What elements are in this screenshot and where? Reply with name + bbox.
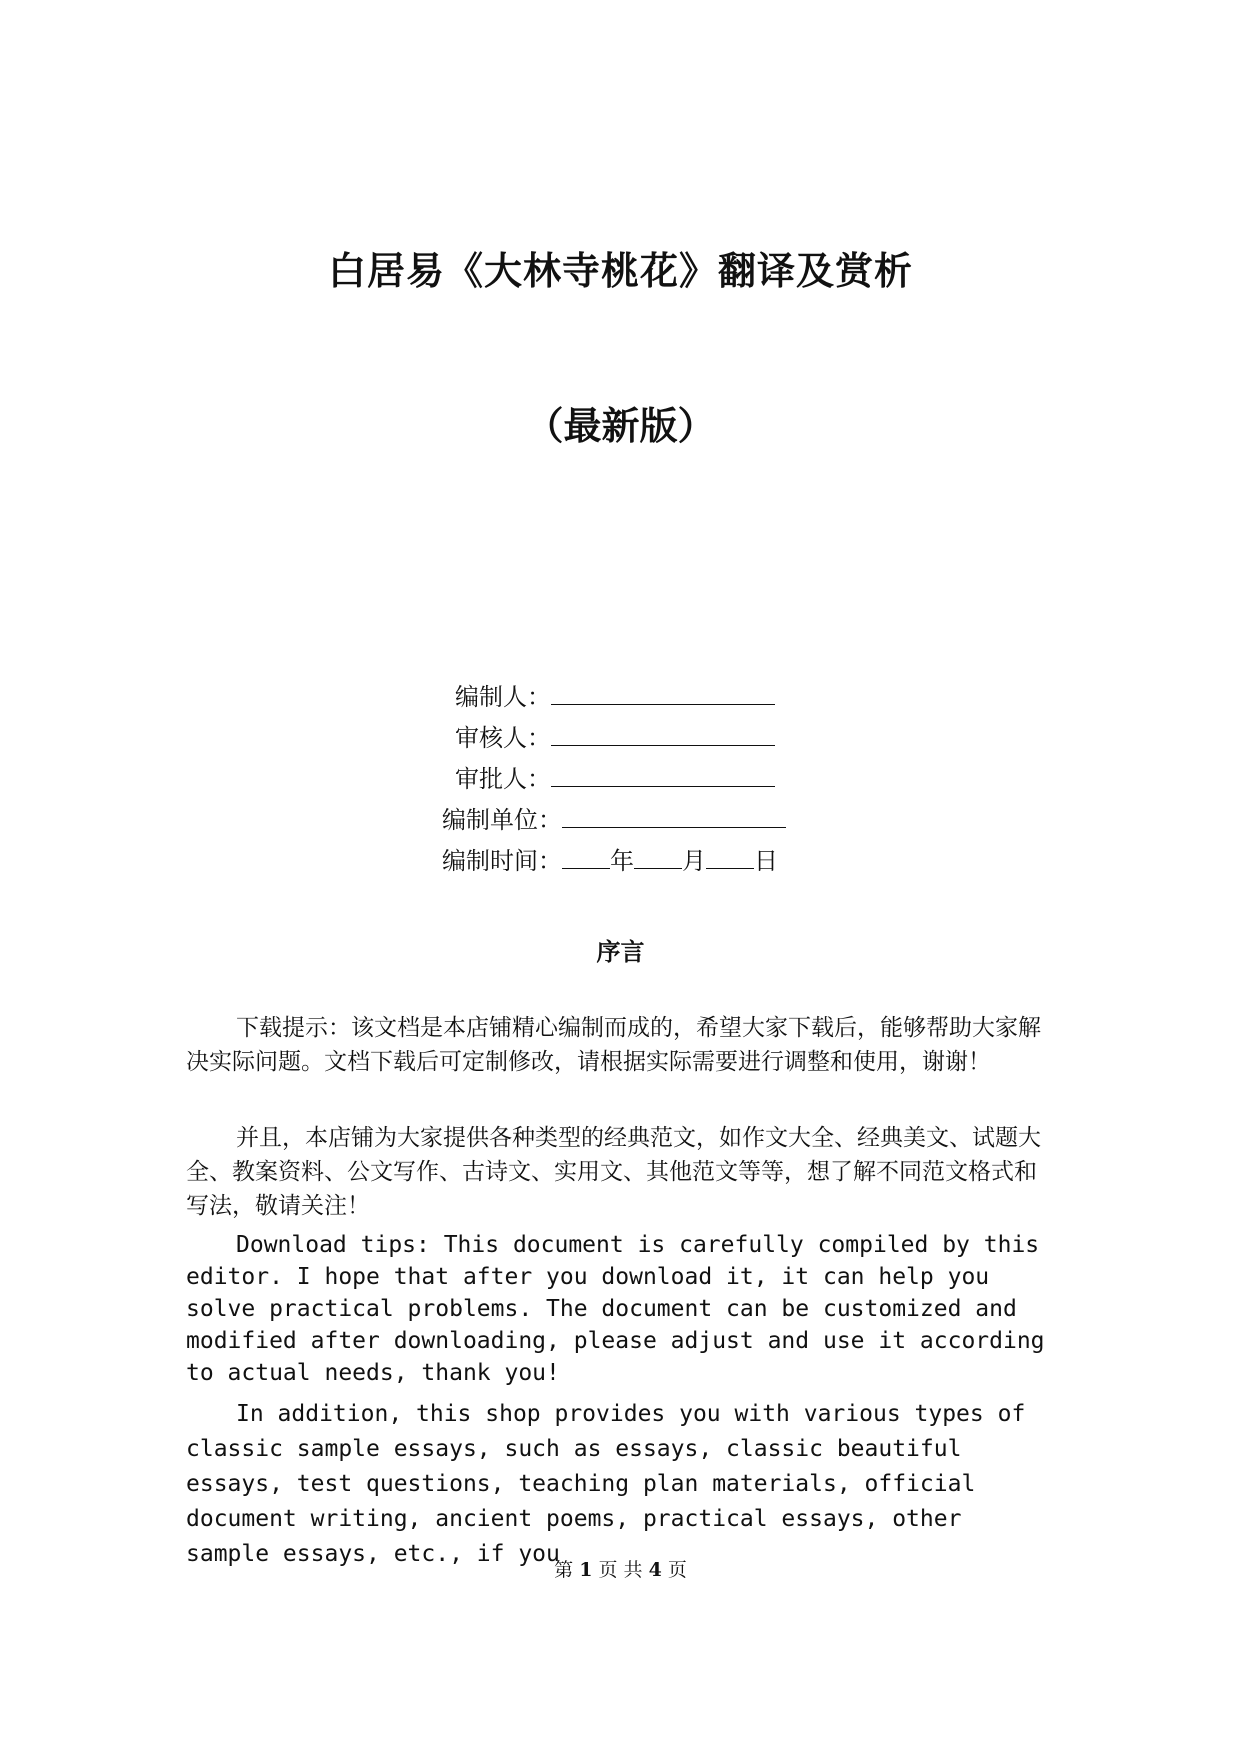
preface-paragraph-en-1: Download tips: This document is carefully compiled by this editor. I hope that after you download it, it can help you solve practical problems. The document can be customized and modified after downloading, please adjust and use it according to actual needs, thank you!	[186, 1232, 1045, 1386]
preface-heading: 序言	[596, 938, 645, 966]
time-label: 编制时间：	[442, 847, 562, 875]
approver-label: 审批人：	[455, 765, 551, 793]
preface-paragraph-en-2: In addition, this shop provides you with various types of classic sample essays, such as essays, classic beautiful essays, test questions, teaching plan materials, official document writing, ancient poems, practical essays, other sample essays, etc., if you	[186, 1401, 1026, 1567]
time-row	[442, 845, 778, 877]
month-char: 月	[682, 847, 706, 875]
compiler-label: 编制人：	[455, 683, 551, 711]
document-subtitle: （最新版）	[525, 403, 716, 448]
compiler-row	[455, 681, 775, 713]
footer-prefix: 第	[554, 1559, 574, 1581]
footer-suffix: 页	[667, 1559, 687, 1581]
page-footer	[0, 1555, 1241, 1582]
reviewer-row	[455, 722, 775, 754]
reviewer-blank	[551, 723, 775, 746]
year-blank	[562, 846, 610, 869]
day-char: 日	[754, 847, 778, 875]
year-char: 年	[610, 847, 634, 875]
unit-row	[442, 804, 786, 836]
reviewer-label: 审核人：	[455, 724, 551, 752]
approver-row	[455, 763, 775, 795]
unit-label: 编制单位：	[442, 806, 562, 834]
total-pages-number: 4	[648, 1559, 662, 1581]
compiler-blank	[551, 682, 775, 705]
month-blank	[634, 846, 682, 869]
preface-paragraph-cn-2: 并且，本店铺为大家提供各种类型的经典范文，如作文大全、经典美文、试题大全、教案资料、公文写作、古诗文、实用文、其他范文等等，想了解不同范文格式和写法，敬请关注！	[186, 1125, 1041, 1219]
day-blank	[706, 846, 754, 869]
document-title: 白居易《大林寺桃花》翻译及赏析	[327, 248, 913, 293]
current-page-number: 1	[579, 1559, 593, 1581]
preface-paragraph-cn-1: 下载提示：该文档是本店铺精心编制而成的，希望大家下载后，能够帮助大家解决实际问题。文档下载后可定制修改，请根据实际需要进行调整和使用，谢谢！	[186, 1015, 1041, 1075]
unit-blank	[562, 805, 786, 828]
footer-middle: 页 共	[598, 1559, 643, 1581]
approver-blank	[551, 764, 775, 787]
